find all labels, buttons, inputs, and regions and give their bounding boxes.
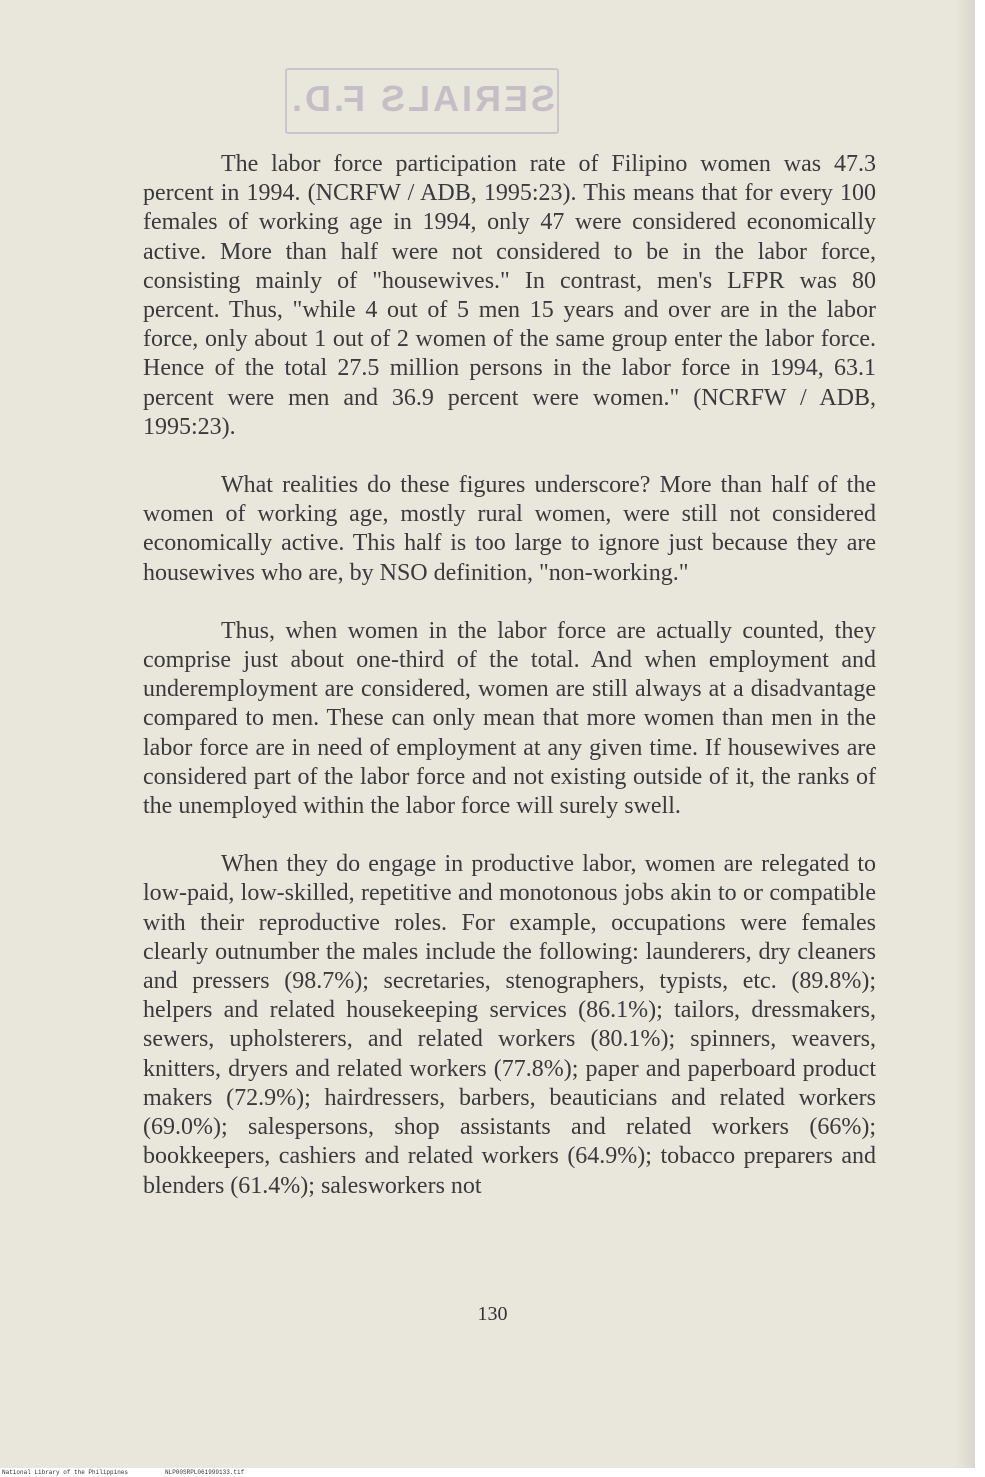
scan-footer — [0, 1468, 985, 1477]
paragraph-4: When they do engage in productive labor, women are relegated to low-paid, low-skilled, repetitive and monotonous jobs akin to or compatible with their reproductive roles. For example, occupations were females clearly outnumber the males include the following: launderers, dry cleaners and pressers (98.7%); secretaries, stenographers, typists, etc. (89.8%); helpers and related housekeeping services (86.1%); tailors, dressmakers, sewers, upholsterers, and related workers (80.1%); spinners, weavers, knitters, dryers and related workers (77.8%); paper and paperboard product makers (72.9%); hairdressers, barbers, beauticians and related workers (69.0%); salespersons, shop assistants and related workers (66%); bookkeepers, cashiers and related workers (64.9%); tobacco preparers and blenders (61.4%); salesworkers not — [143, 851, 876, 1199]
paragraph-3: Thus, when women in the labor force are actually counted, they comprise just about one-third of the total. And when employment and underemployment are considered, women are still always at a disadvantage compared to men. These can only mean that more women than men in the labor force are in need of employment at any given time. If housewives are considered part of the labor force and not existing outside of it, the ranks of the unemployed within the labor force will surely swell. — [143, 617, 876, 820]
stamp-text: SERIALS F.D. — [288, 78, 556, 119]
footer-file: NLP00SRPL061999133.tif — [165, 1469, 245, 1476]
page-number: 130 — [477, 1303, 508, 1325]
serials-stamp — [285, 68, 559, 134]
paragraph-1: The labor force participation rate of Filipino women was 47.3 percent in 1994. (NCRFW / ADB, 1995:23). This means that for every 100 females of working age in 1994, only 47 were considered economically active. More than half were not considered to be in the labor force, consisting mainly of "housewives." In contrast, men's LFPR was 80 percent. Thus, "while 4 out of 5 men 15 years and over are in the labor force, only about 1 out of 2 women of the same group enter the labor force. Hence of the total 27.5 million persons in the labor force in 1994, 63.1 percent were men and 36.9 percent were women." (NCRFW / ADB, 1995:23). — [143, 151, 876, 440]
page-edge-shadow — [955, 0, 975, 1470]
footer-library: National Library of the Philippines — [2, 1469, 129, 1476]
body-text — [143, 150, 876, 1230]
paragraph-2: What realities do these figures underscore? More than half of the women of working age, mostly rural women, were still not considered economically active. This half is too large to ignore just because they are housewives who are, by NSO definition, "non-working." — [143, 472, 876, 586]
